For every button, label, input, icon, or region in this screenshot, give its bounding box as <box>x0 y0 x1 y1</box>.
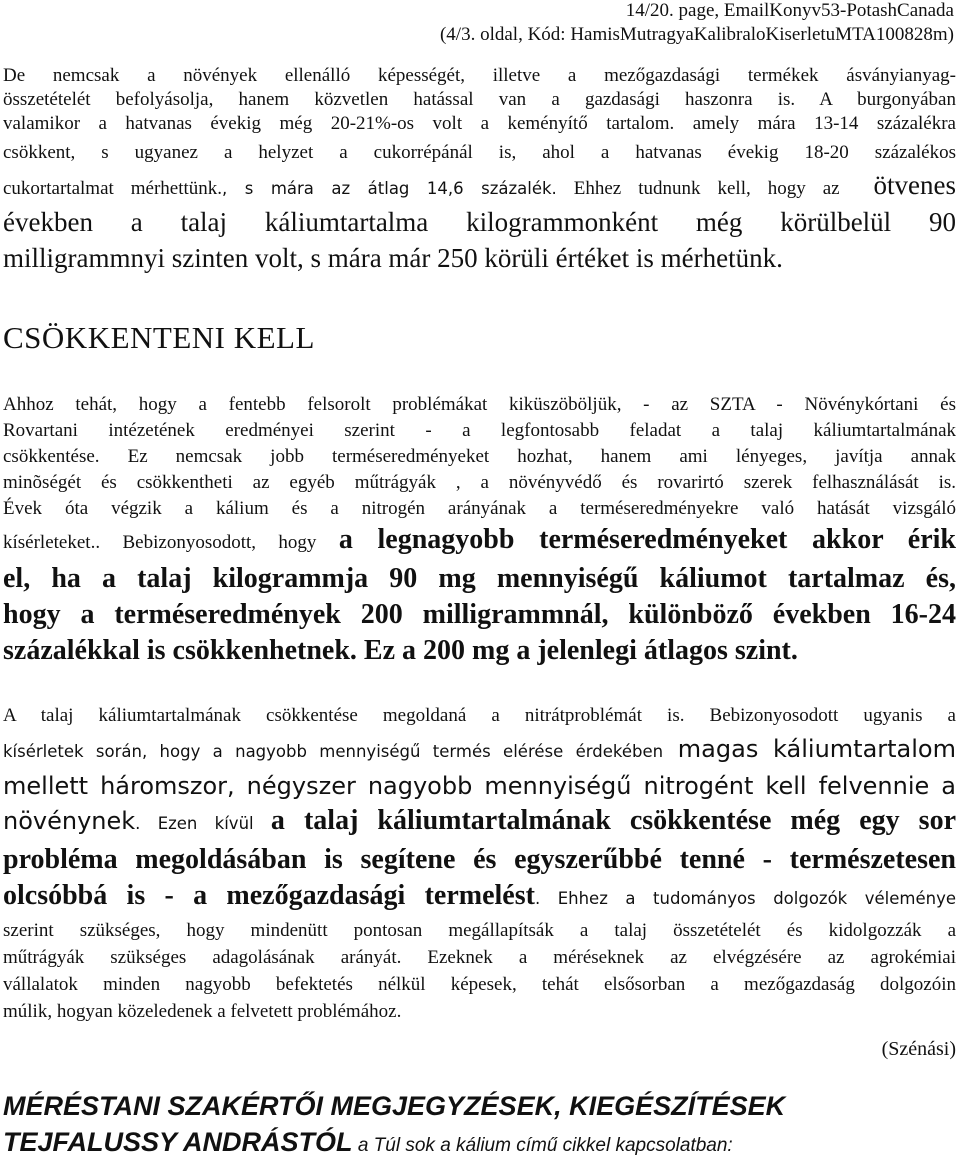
text-span: minõségét és csökkentheti az egyéb műtrágyák , a növényvédő és rovarirtó szerek felhasználását is. <box>3 472 956 493</box>
text-span: Rovartani intézetének eredményei szerint - a legfontosabb feladat a talaj káliumtartalmának <box>3 420 956 441</box>
footer-title: MÉRÉSTANI SZAKÉRTŐI MEGJEGYZÉSEK, KIEGÉSZÍTÉSEK <box>3 1091 786 1121</box>
text-span: csökkentése. Ez nemcsak jobb terméseredményeket hozhat, hanem ami lényeges, javítja annak <box>3 446 956 467</box>
text-span: csökkent, s ugyanez a helyzet a cukorrépánál is, ahol a hatvanas évekig 18-20 százalékos <box>3 142 956 163</box>
text-line <box>3 444 956 470</box>
section-heading: CSÖKKENTENI KELL <box>3 320 315 355</box>
text-line <box>3 769 956 803</box>
text-span: műtrágyák szükséges adagolásának arányát. Ezeknek a méréseknek az elvégzésére az agrokémiai <box>3 947 956 968</box>
page-header-line-2: (4/3. oldal, Kód: HamisMutragyaKalibraloKiserletuMTA100828m) <box>439 24 954 45</box>
text-line <box>3 136 956 170</box>
text-span: összetételét befolyásolja, hanem közvetlen hatással van a gazdasági haszonra is. <box>3 89 796 110</box>
text-span: magas káliumtartalom <box>663 735 956 763</box>
text-line <box>3 971 956 998</box>
paragraph-reduce <box>3 392 956 669</box>
text-span: kísérletek során, hogy a nagyobb mennyiségű termés elérése érdekében <box>3 742 664 761</box>
text-line <box>3 64 956 88</box>
text-span: A burgonyában <box>795 89 956 110</box>
footer-subtitle <box>3 1124 785 1164</box>
text-line <box>3 470 956 496</box>
text-span: Bebizonyosodott ugyanis a <box>684 705 956 726</box>
text-span: Ahhoz tehát, hogy a fentebb felsorolt problémákat kiküszöböljük, - az SZTA - Növénykórtani és <box>3 394 956 415</box>
text-span: kísérleteket.. <box>3 532 101 553</box>
text-span: mellett háromszor, négyszer nagyobb mennyiségű nitrogént kell felvennie a <box>3 772 956 800</box>
text-span: olcsóbbá is - a mezőgazdasági termelést <box>3 880 535 911</box>
text-span: években a talaj káliumtartalma kilogrammonként még körülbelül 90 <box>3 207 956 237</box>
text-span: TEJFALUSSY ANDRÁSTÓL <box>3 1127 353 1157</box>
text-line <box>3 496 956 522</box>
text-span: De nemcsak a növények ellenálló képességét, illetve a mezőgazdasági termékek ásványianyag- <box>3 65 956 86</box>
text-span: el, ha a talaj kilogrammja 90 mg mennyiségű káliumot tartalmaz és, <box>3 563 956 594</box>
text-span: ötvenes <box>873 170 957 200</box>
paragraph-nitrate <box>3 700 956 1025</box>
text-line <box>3 597 956 633</box>
text-span: Évek óta végzik a kálium és a nitrogén arányának a terméseredményekre való hatását vizsgáló <box>3 498 956 519</box>
text-line <box>3 944 956 971</box>
text-span: szerint szükséges, hogy mindenütt pontosan megállapítsák a talaj összetételét és kidolgozzák a <box>3 920 956 941</box>
text-line <box>3 392 956 418</box>
text-span: a legnagyobb terméseredményeket akkor érik <box>338 524 956 555</box>
text-line <box>3 633 956 669</box>
text-span: cukortartalmat mérhettünk. <box>3 178 223 199</box>
text-line <box>3 112 956 136</box>
page-header-line-1: 14/20. page, EmailKonyv53-PotashCanada <box>625 0 954 21</box>
text-span: növénynek <box>3 807 136 835</box>
text-span: százalékkal is csökkenhetnek. Ez a 200 mg a jelenlegi átlagos szint. <box>3 635 798 666</box>
text-line <box>3 561 956 597</box>
paragraph-intro <box>3 64 956 276</box>
text-span: hogy a terméseredmények 200 milligrammnál, különböző években 16-24 <box>3 599 956 630</box>
text-span: a Túl sok a kálium című cikkel kapcsolatban: <box>352 1135 733 1156</box>
text-span: A talaj káliumtartalmának csökkentése megoldaná a nitrátproblémát is. <box>3 705 685 726</box>
text-span: valamikor a hatvanas évekig még 20-21%-os volt a keményítő tartalom. <box>3 113 675 134</box>
text-span: vállalatok minden nagyobb befektetés nélkül képesek, tehát elsősorban a mezőgazdaság dolgozóin <box>3 974 956 995</box>
text-line <box>3 418 956 444</box>
text-span: múlik, hogyan közeledenek a felvetett problémához. <box>3 1001 402 1022</box>
text-line <box>3 170 956 204</box>
text-line <box>3 88 956 112</box>
text-span: . Ehhez a tudományos dolgozók véleménye <box>534 889 957 908</box>
text-line <box>3 204 956 240</box>
text-line <box>3 732 956 769</box>
footer-note <box>3 1088 785 1164</box>
text-span: probléma megoldásában is segítene és egyszerűbbé tenné - természetesen <box>3 844 956 875</box>
text-span: amely mára 13-14 százalékra <box>674 113 956 134</box>
text-line <box>3 240 956 276</box>
text-line <box>3 998 956 1025</box>
text-line <box>3 700 956 732</box>
text-line <box>3 842 956 878</box>
text-span: a talaj káliumtartalmának csökkentése még egy sor <box>270 805 957 836</box>
author-signature: (Szénási) <box>881 1038 956 1060</box>
text-line <box>3 878 956 917</box>
text-span: milligrammnyi szinten volt, s mára már 250 körüli értéket is mérhetünk. <box>3 243 783 273</box>
text-line <box>3 917 956 944</box>
text-span: , s mára az átlag 14,6 százalék. <box>222 179 557 198</box>
text-line <box>3 803 956 842</box>
text-line <box>3 522 956 561</box>
text-span: Bebizonyosodott, hogy <box>100 532 339 553</box>
text-span: . Ezen kívül <box>135 814 271 833</box>
text-span: Ehhez tudnunk kell, hogy az <box>556 178 840 199</box>
